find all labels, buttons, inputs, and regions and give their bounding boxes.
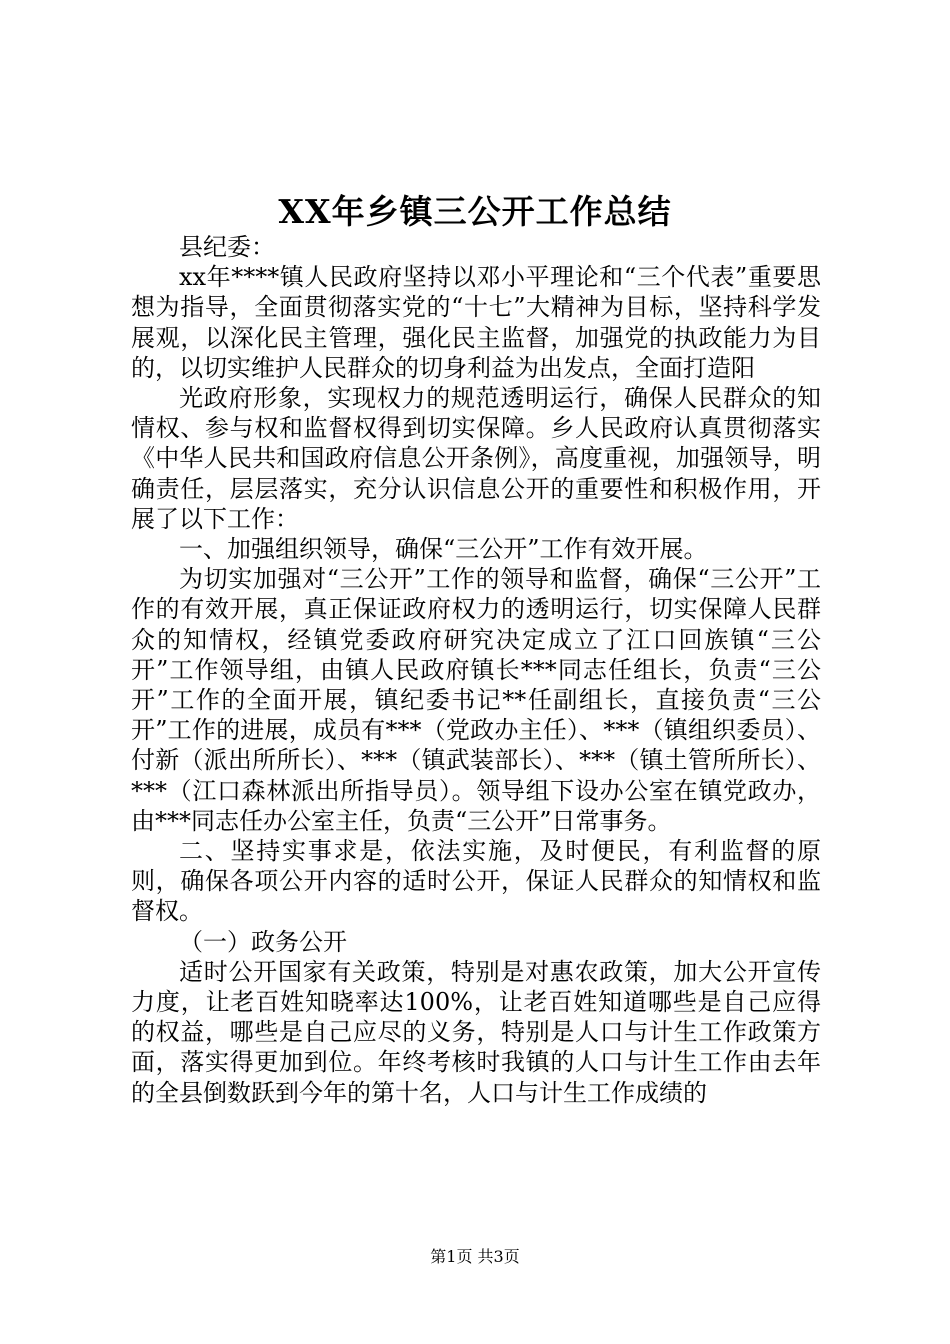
section-heading-1: 一、加强组织领导，确保“三公开”工作有效开展。 — [179, 535, 708, 564]
paragraph-government-affairs: 适时公开国家有关政策，特别是对惠农政策，加大公开宣传力度，让老百姓知晓率达100%，让老百姓知道哪些是自己应得的权益，哪些是自己应尽的义务，特别是人口与计生工作政策方面，落实得更加到位。年终考核时我镇的人口与计生工作由去年的全县倒数跃到今年的第十名，人口与计生工作成绩的 — [131, 957, 821, 1107]
document-body — [131, 232, 821, 1108]
paragraph-continuation: 光政府形象，实现权力的规范透明运行，确保人民群众的知情权、参与权和监督权得到切实保障。乡人民政府认真贯彻落实《中华人民共和国政府信息公开条例》，高度重视，加强领导，明确责任，层层落实，充分认识信息公开的重要性和积极作用，开展了以下工作： — [131, 384, 821, 533]
document-title: XX年乡镇三公开工作总结 — [278, 192, 672, 231]
paragraph-intro: xx年****镇人民政府坚持以邓小平理论和“三个代表”重要思想为指导，全面贯彻落实党的“十七”大精神为目标，坚持科学发展观，以深化民主管理，强化民主监督，加强党的执政能力为目的，以切实维护人民群众的切身利益为出发点，全面打造阳 — [131, 263, 821, 382]
subsection-heading-1: （一）政务公开 — [179, 927, 347, 956]
paragraph-organization: 为切实加强对“三公开”工作的领导和监督，确保“三公开”工作的有效开展，真正保证政府权力的透明运行，切实保障人民群众的知情权，经镇党委政府研究决定成立了江口回族镇“三公开”工作领导组，由镇人民政府镇长***同志任组长，负责“三公开”工作的全面开展，镇纪委书记**任副组长，直接负责“三公开”工作的进展，成员有***（党政办主任）、***（镇组织委员）、付新（派出所所长）、***（镇武装部长）、***（镇土管所所长）、***（江口森林派出所指导员）。领导组下设办公室在镇党政办，由***同志任办公室主任，负责“三公开”日常事务。 — [131, 565, 821, 835]
section-heading-2: 二、坚持实事求是，依法实施，及时便民，有利监督的原则，确保各项公开内容的适时公开，保证人民群众的知情权和监督权。 — [131, 837, 821, 926]
salutation: 县纪委： — [179, 233, 275, 261]
page-number-footer: 第1页 共3页 — [430, 1247, 520, 1266]
